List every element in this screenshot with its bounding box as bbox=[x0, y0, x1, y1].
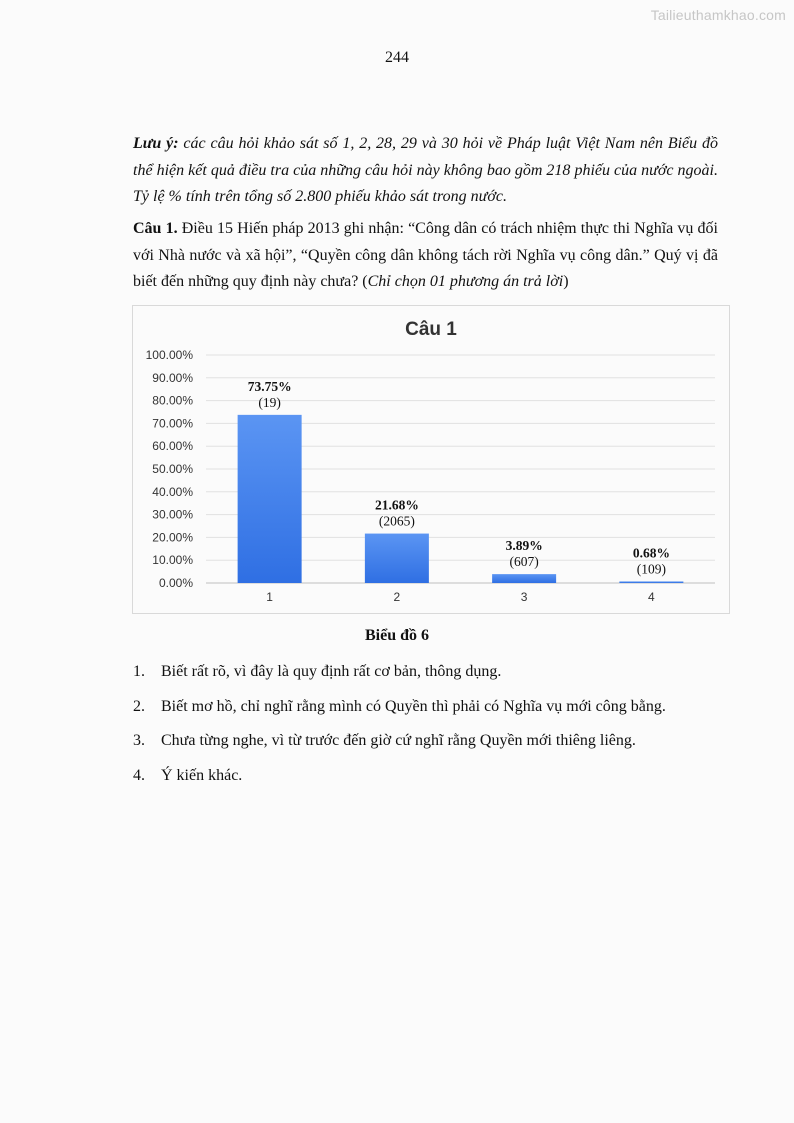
x-tick-label: 1 bbox=[266, 590, 273, 604]
question-text: Điều 15 Hiến pháp 2013 ghi nhận: “Công dân có trách nhiệm thực thi Nghĩa vụ đối với Nhà nước và xã hội”, “Quyền công dân không tách rời Nghĩa vụ công dân.” Quý vị đã biết đến những quy định này chưa? ( bbox=[133, 220, 719, 290]
y-tick-label: 60.00% bbox=[152, 439, 193, 454]
bar bbox=[238, 415, 302, 583]
note-text: các câu hỏi khảo sát số 1, 2, 28, 29 và 30 hỏi về Pháp luật Việt Nam nên Biểu đồ thể hiện kết quả điều tra của những câu hỏi này không bao gồm 218 phiếu của nước ngoài. Tỷ lệ % tính trên tổng số 2.800 phiếu khảo sát trong nước. bbox=[133, 135, 719, 205]
option-text: Chưa từng nghe, vì từ trước đến giờ cứ nghĩ rằng Quyền mới thiêng liêng. bbox=[161, 732, 636, 749]
answer-option bbox=[133, 660, 723, 695]
y-tick-label: 0.00% bbox=[158, 576, 193, 590]
bar bbox=[619, 581, 683, 583]
y-tick-label: 40.00% bbox=[152, 484, 193, 499]
chart-svg bbox=[133, 306, 729, 613]
option-text: Biết mơ hồ, chỉ nghĩ rằng mình có Quyền thì phải có Nghĩa vụ mới công bằng. bbox=[161, 697, 666, 715]
answer-option bbox=[133, 764, 723, 799]
answer-option bbox=[133, 695, 723, 730]
note-label: Lưu ý: bbox=[133, 135, 179, 152]
y-tick-label: 20.00% bbox=[152, 530, 193, 545]
data-label-percent: 21.68% bbox=[374, 497, 419, 513]
note-paragraph bbox=[133, 131, 718, 211]
question-close: ) bbox=[563, 273, 569, 290]
data-label-count: (2065) bbox=[378, 513, 415, 529]
data-label-count: (109) bbox=[636, 561, 666, 577]
y-tick-label: 10.00% bbox=[152, 553, 193, 568]
x-tick-label: 4 bbox=[648, 590, 655, 604]
page-number: 244 bbox=[385, 49, 409, 66]
y-tick-label: 90.00% bbox=[152, 370, 193, 385]
y-tick-label: 80.00% bbox=[152, 393, 193, 408]
option-text: Biết rất rõ, vì đây là quy định rất cơ bản, thông dụng. bbox=[161, 663, 502, 680]
data-label-percent: 3.89% bbox=[505, 538, 543, 554]
question-label: Câu 1. bbox=[133, 220, 178, 237]
watermark: Tailieuthamkhao.com bbox=[650, 7, 786, 23]
bar bbox=[492, 574, 556, 583]
option-number: 4. bbox=[133, 766, 145, 784]
chart-title: Câu 1 bbox=[405, 319, 457, 340]
answer-options bbox=[133, 660, 723, 798]
y-tick-label: 100.00% bbox=[145, 348, 193, 362]
y-tick-label: 30.00% bbox=[152, 507, 193, 522]
y-tick-label: 70.00% bbox=[152, 416, 193, 431]
option-number: 1. bbox=[133, 663, 145, 680]
bar bbox=[365, 534, 429, 583]
bar-chart bbox=[132, 305, 730, 614]
data-label-count: (19) bbox=[258, 394, 281, 410]
chart-caption: Biểu đồ 6 bbox=[364, 627, 429, 644]
option-number: 3. bbox=[133, 732, 145, 749]
data-label-percent: 0.68% bbox=[632, 545, 670, 561]
question-paragraph bbox=[133, 216, 718, 296]
y-tick-label: 50.00% bbox=[152, 462, 193, 476]
data-label-percent: 73.75% bbox=[247, 378, 292, 394]
question-instruction: Chỉ chọn 01 phương án trả lời bbox=[367, 273, 564, 290]
option-text: Ý kiến khác. bbox=[161, 766, 243, 784]
data-label-count: (607) bbox=[509, 554, 539, 570]
x-tick-label: 3 bbox=[520, 590, 528, 604]
option-number: 2. bbox=[133, 697, 145, 715]
x-tick-label: 2 bbox=[393, 590, 401, 604]
answer-option bbox=[133, 729, 723, 764]
